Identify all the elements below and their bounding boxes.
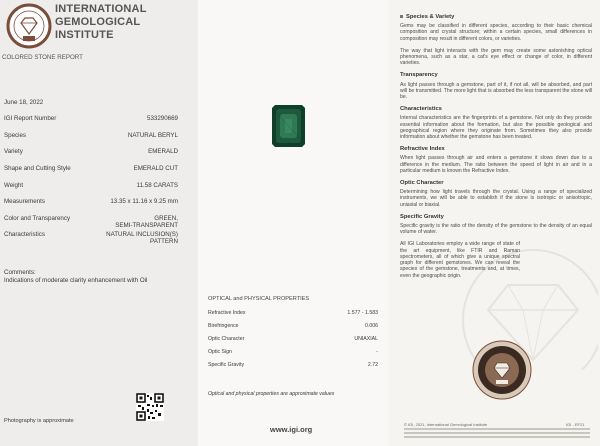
photo-note: Photography is approximate xyxy=(4,418,74,424)
igi-seal-icon xyxy=(472,340,532,400)
copyright: © IGI, 2021, International Gemological Institute xyxy=(404,422,488,427)
qr-code-icon[interactable] xyxy=(136,393,164,421)
field-value: PATTERN xyxy=(150,238,178,245)
optical-label: Refractive Index xyxy=(208,310,246,316)
optical-value: 1.577 - 1.583 xyxy=(347,310,378,316)
section-characteristics xyxy=(400,106,592,140)
fine-print-line xyxy=(404,432,590,434)
field-label: Characteristics xyxy=(4,231,45,238)
section-paragraph: The way that light interacts with the gem may create some astonishing optical phenomena, such as a star, a cat's eye effect or change of color, in different varieties. xyxy=(400,47,592,67)
field-label: Species xyxy=(4,132,27,139)
gemstone-photo xyxy=(272,105,305,147)
section-transparency xyxy=(400,72,592,100)
optical-title: OPTICAL and PHYSICAL PROPERTIES xyxy=(208,296,310,302)
info-sections xyxy=(400,14,592,285)
form-code: IGI - EF21 xyxy=(566,422,585,427)
optical-value: 2.72 xyxy=(367,362,378,368)
optical-label: Birefringence xyxy=(208,323,239,329)
section-paragraph: As light passes through a gemstone, part of it, if not all, will be absorbed, and part will be transmitted. The more light that is absorbed the less transparent the stone will be. xyxy=(400,81,592,101)
section-paragraph: All IGI Laboratories employ a wide range of state of the art equipment, like FTIR and Raman spectrometers, all of which give a unique spectral graph for different gemstones. We can reveal the species of the gemstone, treatments and, at times, even the geographic origin. xyxy=(400,241,520,279)
optical-note: Optical and physical properties are approximate values xyxy=(208,391,335,397)
field-label: IGI Report Number xyxy=(4,115,57,122)
igi-logo xyxy=(6,3,52,49)
left-panel xyxy=(0,0,199,446)
section-heading: Optic Character xyxy=(400,180,444,187)
optical-value: 0.006 xyxy=(365,323,378,329)
section-refractive-index xyxy=(400,146,592,174)
section-paragraph: Determining how light travels through the crystal. Using a range of specialized instruments, we will be able to establish if the stone is isotropic or anisotropic, uniaxial or biaxial. xyxy=(400,189,592,208)
field-value: 11.58 CARATS xyxy=(136,182,178,189)
middle-panel xyxy=(198,0,390,446)
section-paragraph: Internal characteristics are the fingerprints of a gemstone. Not only do they provide essential information about the formation, but also the possible geological and geographical region where they originate from. Sometimes they also provide information about whether the gemstone has been treated. xyxy=(400,115,592,141)
report-date: June 18, 2022 xyxy=(4,99,44,106)
fine-print-block xyxy=(404,428,590,438)
field-value: EMERALD CUT xyxy=(133,165,178,172)
field-label: Variety xyxy=(4,148,23,155)
section-specific-gravity xyxy=(400,214,592,279)
comments-label: Comments: xyxy=(4,269,36,276)
field-value: 533290669 xyxy=(147,115,178,122)
bullet-icon xyxy=(400,15,403,18)
field-label: Shape and Cutting Style xyxy=(4,165,71,172)
field-label: Weight xyxy=(4,182,24,189)
institute-name-line1: INTERNATIONAL xyxy=(55,3,147,15)
section-heading: Characteristics xyxy=(400,106,442,113)
right-panel xyxy=(389,0,600,446)
section-heading: Species & Variety xyxy=(406,14,455,20)
field-value: NATURAL BERYL xyxy=(127,132,178,139)
fine-print-line xyxy=(404,428,590,430)
institute-name-line2: GEMOLOGICAL xyxy=(55,16,141,28)
section-species xyxy=(400,14,592,66)
field-value: EMERALD xyxy=(148,148,178,155)
section-paragraph: Specific gravity is the ratio of the density of the gemstone to the density of an equal volume of water. xyxy=(400,223,592,236)
field-value: GREEN, xyxy=(154,215,178,222)
website-link[interactable]: www.igi.org xyxy=(270,425,313,434)
section-heading: Refractive Index xyxy=(400,146,445,153)
section-heading: Transparency xyxy=(400,72,438,79)
optical-label: Specific Gravity xyxy=(208,362,245,368)
field-label: Measurements xyxy=(4,198,45,205)
optical-value: UNIAXIAL xyxy=(354,336,378,342)
section-paragraph: Gems may be classified in different species, according to their basic chemical composition and crystal structure; within a certain species, small differences in composition may result in different colors, or varieties. xyxy=(400,23,592,42)
section-paragraph: When light passes through air and enters a gemstone it slows down due to a difference in the medium. The ratio between the speed of light in air and in a particular medium is known the Refractive Index. xyxy=(400,155,592,174)
field-value: 13.35 x 11.16 x 9.25 mm xyxy=(110,198,178,205)
fine-print-line xyxy=(404,436,590,438)
field-label: Color and Transparency xyxy=(4,215,71,222)
field-value: NATURAL INCLUSION(S) xyxy=(106,231,178,238)
report-type: COLORED STONE REPORT xyxy=(2,54,83,61)
section-optic-character xyxy=(400,180,592,208)
optical-label: Optic Character xyxy=(208,336,245,342)
comments-text: Indications of moderate clarity enhancement with Oil xyxy=(4,277,148,284)
field-value: SEMI-TRANSPARENT xyxy=(115,222,178,229)
institute-name xyxy=(55,3,147,42)
optical-value: - xyxy=(376,349,378,355)
optical-label: Optic Sign xyxy=(208,349,232,355)
section-heading: Specific Gravity xyxy=(400,213,444,220)
institute-name-line3: INSTITUTE xyxy=(55,29,114,41)
